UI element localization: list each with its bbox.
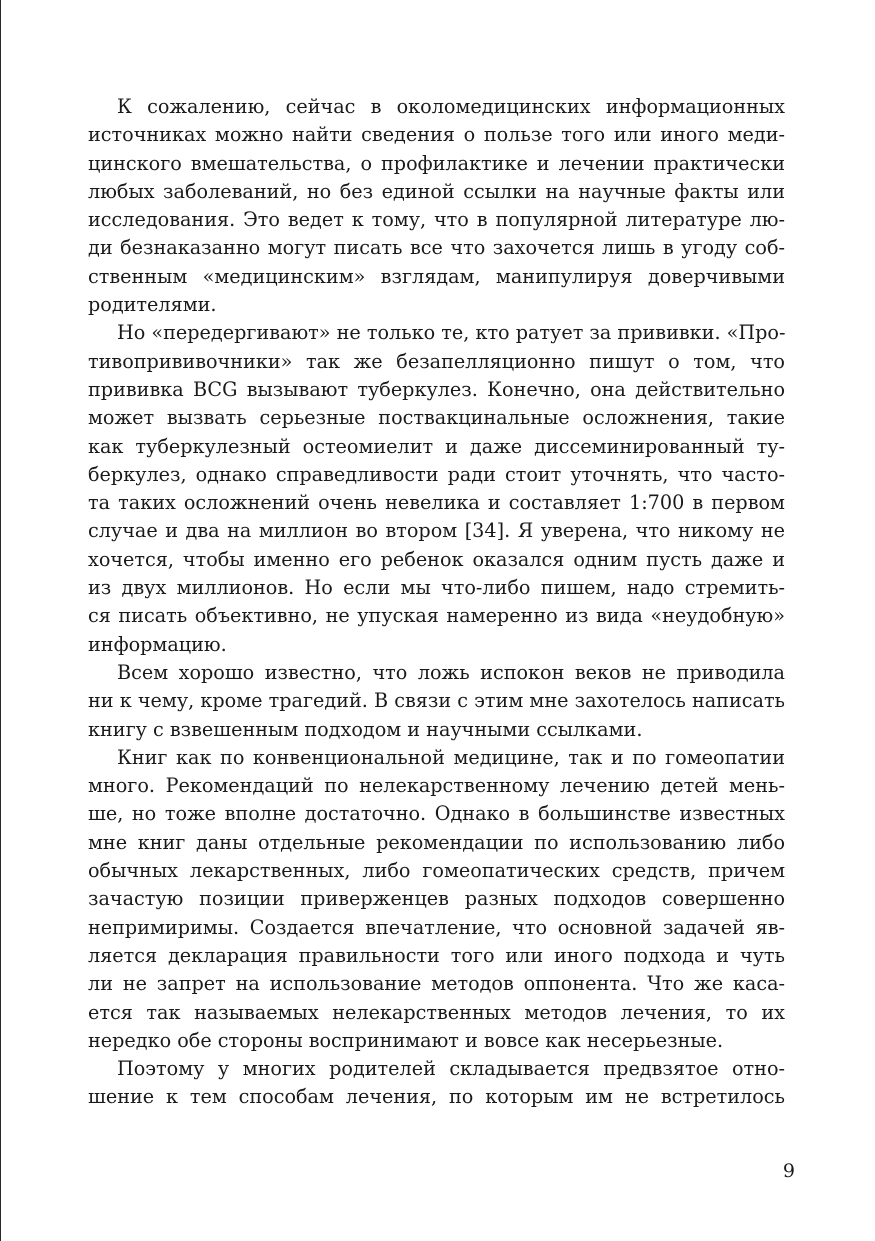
text-line: любых заболеваний, но без единой ссылки на научные факты или	[88, 179, 785, 203]
text-line: ся писать объективно, не упуская намеренно из вида «неудобную»	[88, 604, 785, 628]
text-line: цинского вмешательства, о профилактике и лечении практически	[88, 151, 785, 175]
text-line: ли не запрет на использование методов оппонента. Что же каса-	[88, 972, 785, 996]
text-line: Поэтому у многих родителей складывается предвзятое отно-	[117, 1057, 785, 1081]
text-line: ственным «медицинским» взглядам, манипулируя доверчивыми	[88, 264, 785, 288]
text-line: прививка BCG вызывают туберкулез. Конечно, она действительно	[88, 377, 785, 401]
paragraph-3	[88, 659, 785, 744]
text-line: как туберкулезный остеомиелит и даже диссеминированный ту-	[88, 434, 785, 458]
text-line: из двух миллионов. Но если мы что-либо пишем, надо стремить-	[88, 576, 785, 600]
paragraph-1	[88, 93, 785, 319]
text-line: непримиримы. Создается впечатление, что основной задачей яв-	[88, 915, 785, 939]
text-line: хочется, чтобы именно его ребенок оказался одним пусть даже и	[88, 547, 785, 571]
text-line: нередко обе стороны воспринимают и вовсе как несерьезные.	[88, 1028, 724, 1052]
text-line: ше, но тоже вполне достаточно. Однако в большинстве известных	[88, 802, 785, 826]
text-line: книгу с взвешенным подходом и научными ссылками.	[88, 717, 643, 741]
text-line: Всем хорошо известно, что ложь испокон веков не приводила	[117, 660, 785, 684]
page-left-edge	[0, 0, 1, 1241]
text-line: родителями.	[88, 293, 217, 317]
text-line: мне книг даны отдельные рекомендации по использованию либо	[88, 830, 785, 854]
text-line: тивопрививочники» так же безапелляционно пишут о том, что	[88, 349, 785, 373]
text-line: может вызвать серьезные поствакцинальные осложнения, такие	[88, 406, 785, 430]
text-line: Книг как по конвенциональной медицине, так и по гомеопатии	[117, 745, 785, 769]
paragraph-5	[88, 1055, 785, 1112]
text-line: беркулез, однако справедливости ради стоит уточнять, что часто-	[88, 462, 785, 486]
paragraph-4	[88, 744, 785, 1055]
text-line: ляется декларация правильности того или иного подхода и чуть	[88, 943, 785, 967]
text-line: зачастую позиции приверженцев разных подходов совершенно	[88, 887, 785, 911]
text-line: ди безнаказанно могут писать все что захочется лишь в угоду соб-	[88, 236, 785, 260]
text-line: Но «передергивают» не только те, кто ратует за прививки. «Про-	[117, 321, 785, 345]
text-line: источниках можно найти сведения о пользе того или иного меди-	[88, 123, 785, 147]
text-line: информацию.	[88, 632, 227, 656]
text-line: К сожалению, сейчас в околомедицинских информационных	[117, 95, 785, 118]
text-line: ется так называемых нелекарственных методов лечения, то их	[88, 1000, 785, 1024]
text-line: обычных лекарственных, либо гомеопатических средств, причем	[88, 859, 785, 883]
text-line: исследования. Это ведет к тому, что в популярной литературе лю-	[88, 208, 785, 232]
text-line: та таких осложнений очень невелика и составляет 1:700 в первом	[88, 491, 785, 515]
text-line: ни к чему, кроме трагедий. В связи с этим мне захотелось написать	[88, 689, 785, 713]
text-line: шение к тем способам лечения, по которым им не встретилось	[88, 1085, 785, 1109]
text-line: случае и два на миллион во втором [34]. Я уверена, что никому не	[88, 519, 785, 543]
text-line: много. Рекомендаций по нелекарственному лечению детей мень-	[88, 774, 785, 798]
paragraph-2	[88, 319, 785, 659]
body-text	[88, 93, 785, 1112]
page-number: 9	[782, 1160, 795, 1182]
